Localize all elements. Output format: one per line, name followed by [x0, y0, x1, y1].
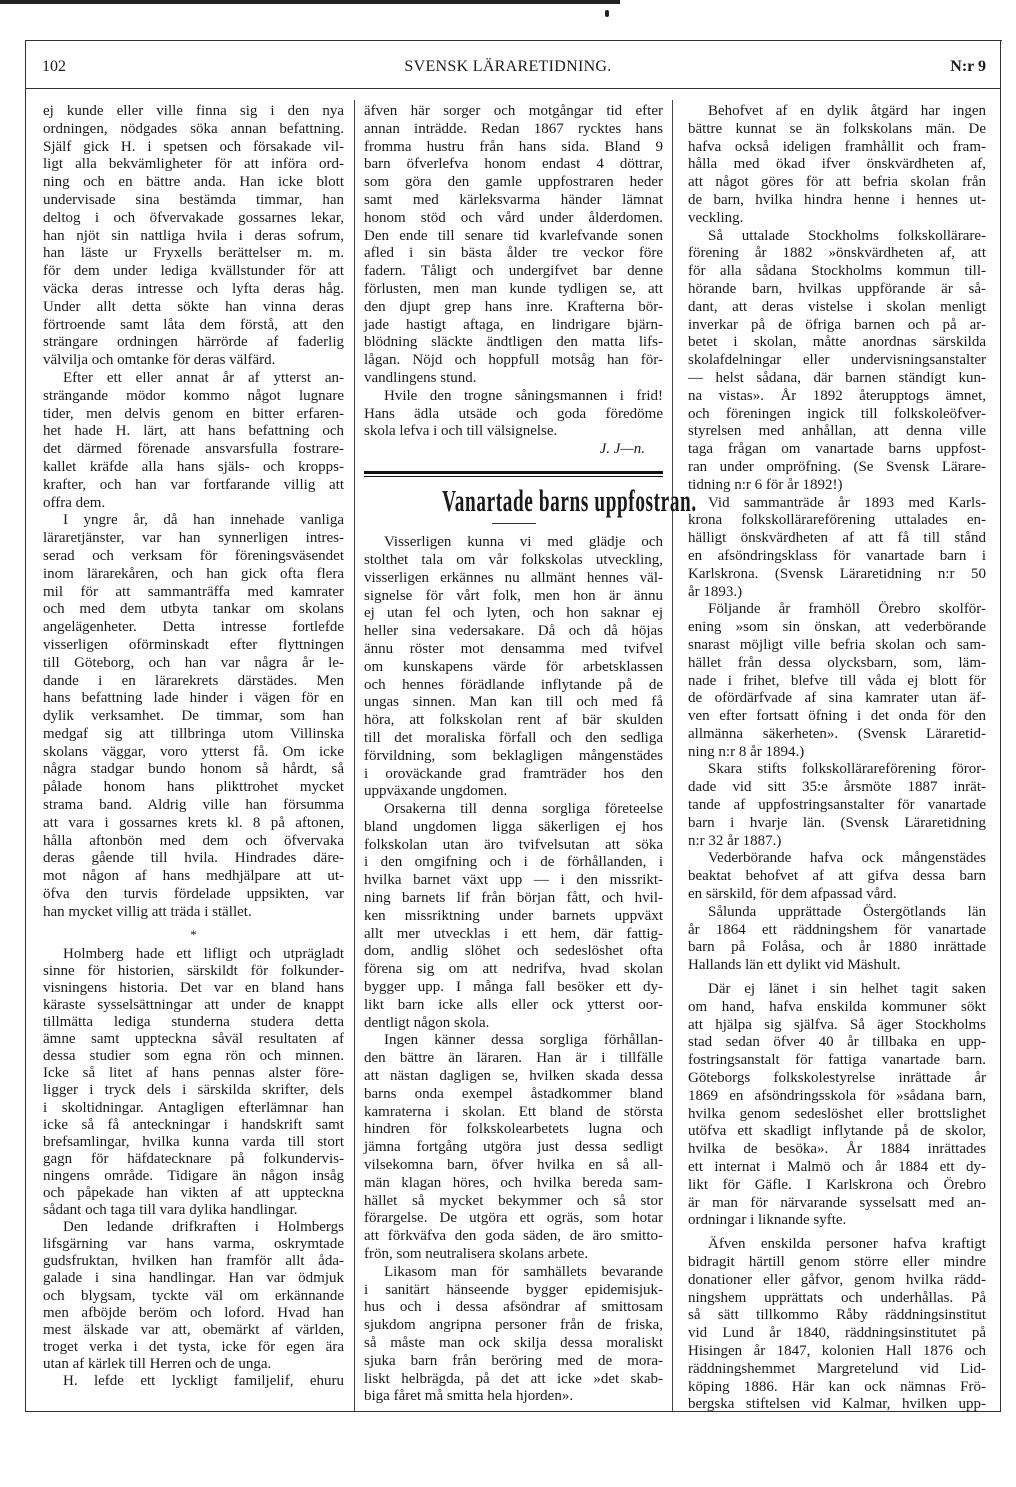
text-line: betet i skolan, måtte anordnas särskilda	[688, 334, 986, 351]
paragraph	[688, 601, 986, 761]
text-line: Hvile den trogne såningsmannen i frid!	[384, 387, 663, 404]
text-line: mot någon af hans medhjälpare att ut-	[43, 868, 344, 885]
text-line: dant, att deras vistelse i skolan menligt	[688, 298, 986, 315]
text-line: offra dem.	[43, 494, 106, 511]
text-line: om kunskapens värde för arbetsklassen	[364, 658, 663, 675]
text-line: vid Lund år 1840, räddningsinstitutet på	[688, 1325, 986, 1342]
text-line: Skara stifts folkskollärareförening föror-	[708, 761, 986, 778]
text-line: ken missriktning under barnets uppväxt	[364, 907, 663, 924]
column-separator	[672, 100, 673, 1411]
text-line: samt med kärleksvarma händer lämnat	[364, 191, 663, 208]
text-line: ningshem upprättats och underhållas. På	[688, 1289, 986, 1306]
text-line: veckling.	[688, 209, 744, 226]
section-asterisk: *	[190, 926, 197, 942]
text-line: strama band. Aldrig ville han försumma	[43, 797, 344, 814]
text-line: icke så få anteckningar i handskrift samt	[43, 1116, 344, 1133]
text-line: den djupt grep hans inre. Krafterna bör-	[364, 298, 663, 315]
text-line: och hennes förädlande inflytande på de	[364, 676, 663, 693]
text-line: stolthet tala om vår folkskolas utveckling,	[364, 551, 663, 568]
text-line: sådant och taga till vara dylika handlingar.	[43, 1202, 298, 1219]
text-line: brefsamlingar, hvilka kunna varda till stort	[43, 1133, 344, 1150]
text-line: förargelse. De utgöra ett ogräs, som hotar	[364, 1210, 663, 1227]
text-line: Visserligen kunna vi med glädje och	[384, 534, 663, 551]
paragraph	[364, 534, 663, 801]
scan-mark	[605, 10, 609, 17]
text-line: I yngre år, då han innehade vanliga	[63, 512, 344, 529]
text-line: sjuka barn från beröring med de mora-	[364, 1352, 663, 1369]
text-line: ännu röster mot densamma med tvifvel	[364, 640, 663, 657]
paragraph	[43, 1373, 344, 1390]
paragraph	[364, 1032, 663, 1263]
column-3	[688, 103, 986, 1414]
paragraph	[688, 1236, 986, 1414]
text-line: hans befattning lade hinder i vägen för en	[43, 690, 344, 707]
article-heading	[364, 477, 697, 521]
text-line: ran under ompröfning. (Se Svensk Lärare-	[688, 458, 986, 475]
paragraph	[364, 388, 663, 441]
text-line: tillmätta lediga stunderna studera detta	[43, 1014, 344, 1031]
text-line: troget verka i det tysta, icke för egen ära	[43, 1338, 344, 1355]
text-line: bergska stiftelsen vid Kalmar, hvilken upp-	[688, 1396, 986, 1413]
text-line: köping 1886. Här kan ock nämnas Frö-	[688, 1378, 986, 1395]
paragraph	[688, 850, 986, 903]
frame-right-rule	[1000, 40, 1001, 1412]
paragraph	[688, 761, 986, 850]
text-line: mil för att sammanträffa med kamrater	[43, 583, 344, 600]
text-line: hörande barn, hvilkas uppförande är så-	[688, 280, 986, 297]
text-line: Göteborgs folkskolestyrelse inrättade år	[688, 1070, 986, 1087]
text-line: dentligt någon skola.	[364, 1014, 490, 1031]
text-line: bland ungdomen ligga säkerligen ej hos	[364, 818, 663, 835]
paragraph	[43, 370, 344, 512]
text-line: ning och en bättre anda. Han icke blott	[43, 174, 344, 191]
header-rule	[25, 88, 1001, 89]
text-line: väcka deras intresse och lyfta deras håg.	[43, 280, 344, 297]
text-line: att något göres för att befria skolan från	[688, 174, 986, 191]
text-line: Karlskrona. (Svensk Läraretidning n:r 50	[688, 565, 986, 582]
text-line: barn i hvarje län. (Svensk Läraretidning	[688, 814, 986, 831]
text-line: utöfva ett skadligt inflytande på de skolor,	[688, 1123, 986, 1140]
text-line: H. lefde ett lyckligt familjelif, ehuru	[63, 1373, 344, 1389]
text-line: äfven här sorger och motgångar tid efter	[364, 103, 663, 119]
text-line: allt mer utvecklas i ett hem, där fattig-	[364, 925, 663, 942]
text-line: läraretjänster, var han synnerligen intres-	[43, 530, 344, 547]
text-line: ämne samt uppteckna såväl resultaten af	[43, 1031, 344, 1048]
text-line: Likasom man för samhällets bevarande	[384, 1263, 663, 1280]
text-line: det därmed förenade ansvarsfulla fostrare-	[43, 441, 344, 458]
text-line: sjukdom angripna personer från de friska,	[364, 1317, 663, 1334]
text-line: lågan. Nöjd och hoppfull motsåg han för-	[364, 352, 663, 369]
text-line: fromma hustru från hans sida. Bland 9	[364, 138, 663, 155]
text-line: 1869 en afsöndringsskola för »sådana barn,	[688, 1087, 986, 1104]
paragraph	[364, 1264, 663, 1406]
text-line: bygger upp. I många fall besöker ett dy-	[364, 979, 663, 996]
text-line: i den omgifning och i de förhållanden, i	[364, 854, 663, 871]
text-line: n:r 32 år 1887.)	[688, 832, 782, 849]
text-line: dylik verksamhet. De timmar, som han	[43, 708, 344, 725]
text-line: Den ledande drifkraften i Holmbergs	[63, 1219, 344, 1236]
frame-left-rule	[25, 40, 26, 1412]
text-line: gagn för häfdatecknare på folkundervis-	[43, 1150, 344, 1167]
text-line: ningens område. Tidigare än någon insåg	[43, 1167, 344, 1184]
text-line: hvilka de besöka». År 1884 inrättades	[688, 1141, 986, 1158]
issue-number: N:r 9	[950, 58, 986, 75]
text-line: och med dem utbyta tankar om skolans	[43, 601, 344, 618]
text-line: tande af uppfostringsanstalter för vanartade	[688, 797, 986, 814]
text-line: frön, som neutralisera skolans arbete.	[364, 1246, 589, 1263]
text-line: ej utan fel och lyten, och hon saknar ej	[364, 605, 663, 622]
paragraph	[364, 103, 663, 388]
text-line: hället så mycket bekymmer och så stor	[364, 1192, 663, 1209]
text-line: käraste sysselsättningar att under de knappt	[43, 996, 344, 1013]
text-line: Holmberg hade ett lifligt och utprägladt	[63, 945, 344, 962]
text-line: skolans väggar, voro ytterst få. Om icke	[43, 743, 344, 760]
text-line: till det moraliska förfall och den sedliga	[364, 729, 663, 746]
text-line: kallet kräfde alla hans själs- och kropps-	[43, 458, 344, 475]
text-line: barns onda exempel åstadkommer bland	[364, 1085, 663, 1102]
text-line: Hisingen år 1847, kolonien Hall 1876 och	[688, 1342, 986, 1359]
text-line: och blygsam, tyckte väl om erkännande	[43, 1287, 344, 1304]
text-line: visserligen erkännes nu allmänt hennes väl-	[364, 569, 663, 586]
text-line: Vederbörande hafva ock mångenstädes	[708, 850, 986, 867]
text-line: bidragit härtill genom större eller mindre	[688, 1254, 986, 1270]
text-line: het hade H. lärt, att hans befattning och	[43, 423, 344, 440]
text-line: heller sina vedersakare. Då och då höjas	[364, 623, 663, 640]
text-line: lifsgärning var hans varma, oskrymtade	[43, 1236, 344, 1253]
paragraph	[43, 1219, 344, 1373]
text-line: hvilka barnet växt upp — i den missrikt-	[364, 872, 663, 889]
text-line: Vid sammanträde år 1893 med Karls-	[708, 494, 986, 511]
text-line: styrelsen med anhållan, att denna ville	[688, 423, 986, 440]
text-line: de barn, hvilka hindra henne i hennes ut-	[688, 191, 986, 208]
text-line: och påpekade han vikten af att uppteckna	[43, 1184, 344, 1201]
article-heading-text: Vanartade barns uppfostran.	[442, 483, 697, 519]
text-line: förtroende samt låta dem förstå, att den	[43, 316, 344, 333]
paragraph	[43, 946, 344, 1220]
text-line: liskt helbrägda, på det att icke »det skab-	[364, 1370, 663, 1387]
text-line: att nästan dagligen se, hvilken skada dessa	[364, 1068, 663, 1085]
text-line: dessa studier som egna rön och minnen.	[43, 1048, 344, 1065]
text-line: ning n:r 8 år 1894.)	[688, 743, 805, 760]
text-line: ett internat i Malmö och år 1884 ett dy-	[688, 1159, 986, 1176]
top-edge-bar	[0, 0, 620, 4]
text-line: bättre kunnat se än folkskolans män. De	[688, 120, 986, 137]
text-line: barn på Folåsa, och år 1880 inrättade	[688, 939, 986, 956]
text-line: undervisade sina bestämda timmar, han	[43, 191, 344, 208]
text-line: så sätt tillkommo Råby räddningsinstitut	[688, 1307, 986, 1324]
text-line: år 1893.)	[688, 583, 743, 600]
text-line: för dem under lediga kvällstunder för att	[43, 263, 344, 280]
text-line: ordningar i liknande syfte.	[688, 1212, 847, 1229]
text-line: likt för Gäfle. I Karlskrona och Örebro	[688, 1176, 986, 1193]
text-line: fadern. Tåligt och undergifvet bar denne	[364, 263, 663, 280]
text-line: serad och verksam för föreningsväsendet	[43, 547, 344, 564]
text-line: han njöt sin nattliga hvila i deras sofrum,	[43, 227, 344, 244]
text-line: medgaf sig att tillbringa utom Villinska	[43, 725, 344, 742]
text-line: Icke så litet af hans pennas alster före-	[43, 1065, 344, 1082]
text-line: tider, men delvis genom en bitter erfaren-	[43, 405, 344, 422]
text-line: ligt alla bekvämligheter för att införa ord-	[43, 156, 344, 173]
text-line: förena sig om att nedrifva, hvad skolan	[364, 961, 663, 978]
text-line: för alla sådana Stockholms kommun till-	[688, 263, 986, 280]
text-line: förening år 1882 »önskvärdheten af, att	[688, 245, 986, 262]
text-line: mest älskade var att, obemärkt af världen,	[43, 1321, 344, 1338]
paragraph	[688, 103, 986, 228]
text-line: ening »som sin önskan, att vederbörande	[688, 619, 986, 636]
text-line: ligger i tryck dels i särskilda skrifter, dels	[43, 1082, 344, 1099]
text-line: till Göteborg, och han var några år le-	[43, 654, 344, 671]
text-line: blödning släckte ändtligen den matta lifs-	[364, 334, 663, 351]
text-line: — helst sådana, där barnen ständigt kun-	[688, 369, 986, 386]
text-line: Själf gick H. i spetsen och försakade vil-	[43, 138, 344, 155]
text-line: hafva också ideligen framhållit och fram-	[688, 138, 986, 155]
text-line: uppväxande ungdomen.	[364, 783, 508, 800]
text-line: hället från dessa olycksbarn, som, läm-	[688, 654, 986, 671]
text-line: stad sedan öfver 40 år tillbaka en upp-	[688, 1034, 986, 1051]
text-line: dom, andlig slöhet och sedeslöshet ofta	[364, 943, 663, 960]
paragraph	[688, 495, 986, 602]
text-line: skolafdelningar eller undervisningsanstalter	[688, 352, 986, 369]
text-line: år 1864 ett räddningshem för vanartade	[688, 921, 986, 938]
text-line: jämna fortgång utgöra just dessa sedligt	[364, 1139, 663, 1156]
text-line: visserligen oförminskadt efter flyttningen	[43, 636, 344, 653]
text-line: Under allt detta sökte han vinna deras	[43, 298, 344, 315]
text-line: Hans ädla utsäde och goda föredöme	[364, 405, 663, 422]
text-line: de ofördärfvade af sina kamrater utan äf-	[688, 690, 986, 707]
text-line: Följande år framhöll Örebro skolför-	[708, 601, 986, 618]
text-line: krona folkskollärareförening uttalades en-	[688, 512, 986, 529]
text-line: Efter ett eller annat år af ytterst an-	[63, 369, 344, 386]
text-line: men afböjde beröm och loford. Hvad han	[43, 1304, 344, 1321]
column-separator	[354, 100, 355, 1411]
text-line: förvildning, som beklagligen mångenstädes	[364, 747, 663, 764]
author-signature: J. J—n.	[599, 441, 645, 458]
text-line: barn öfverlefva honom endast 4 döttrar,	[364, 156, 663, 173]
paragraph	[688, 981, 986, 1230]
text-line: signelse för vårt folk, men hon är ännu	[364, 587, 663, 604]
text-line: deltog i och öfvervakade gossarnes lekar,	[43, 209, 344, 226]
text-line: hålla med ökad ifver önskvärdheten af,	[688, 156, 986, 173]
text-line: likt barn icke alls eller ock ytterst oor-	[364, 996, 663, 1013]
text-line: na vistas». År 1892 återupptogs ämnet,	[688, 387, 986, 404]
text-line: Äfven enskilda personer hafva kraftigt	[708, 1236, 986, 1253]
text-line: hvilka genom sedeslöshet eller brottslighet	[688, 1105, 986, 1122]
text-line: som göra den gamle uppfostraren heder	[364, 174, 663, 191]
text-line: deras gående till hvila. Hindrades däre-	[43, 850, 344, 867]
text-line: förlusten, men man kunde tydligen se, att	[364, 280, 663, 297]
text-line: hindren för folkskolearbetets lugna och	[364, 1121, 663, 1138]
text-line: ning barnets lif från början fått, och hvil-	[364, 890, 663, 907]
text-line: inverkar på de öfriga barnen och på ar-	[688, 316, 986, 333]
text-line: ungas sinnen. Man kan till och med få	[364, 694, 663, 711]
text-line: taga frågan om vanartade barns uppfost-	[688, 441, 986, 458]
text-line: Behofvet af en dylik åtgärd har ingen	[708, 103, 986, 119]
text-line: dade vid sitt 35:e årsmöte 1887 inrät-	[688, 779, 986, 796]
text-line: välvilja och omtanke för deras välfärd.	[43, 352, 276, 369]
text-line: donationer eller gåfvor, genom hvilka rädd-	[688, 1271, 986, 1288]
text-line: krafter, och han var fortfarande villig att	[43, 476, 344, 493]
text-line: pålade honom hans plikttrohet mycket	[43, 779, 344, 796]
text-line: beaktat behofvet af att gifva dessa barn	[688, 868, 986, 885]
text-line: galade i sina handlingar. Han var ödmjuk	[43, 1270, 344, 1287]
text-line: att vara i gossarnes krets kl. 8 på aftonen,	[43, 814, 344, 831]
text-line: strängande mödor kommo något lugnare	[43, 387, 344, 404]
text-line: i oroväckande grad framträder hos den	[364, 765, 663, 782]
text-line: Den ende till senare tid kvarlefvande sonen	[364, 227, 663, 244]
publication-title: SVENSK LÄRARETIDNING.	[404, 58, 612, 75]
text-line: Så uttalade Stockholms folkskollärare-	[708, 227, 986, 244]
text-line: visningens historia. Det var en bland hans	[43, 979, 344, 996]
text-line: snarast möjligt ville befria skolan och sam-	[688, 636, 986, 653]
text-line: Där ej länet i sin helhet tagit saken	[708, 981, 986, 998]
text-line: i sanitärt hänseende bygger epidemisjuk-	[364, 1281, 663, 1298]
text-line: ej kunde eller ville finna sig i den nya	[43, 103, 344, 119]
text-line: Sålunda upprättade Östergötlands län	[708, 903, 986, 920]
text-line: tidning n:r 6 för år 1892!)	[688, 476, 843, 493]
text-line: så måste man ock skilja dessa moraliskt	[364, 1335, 663, 1351]
frame-top-rule	[25, 40, 1002, 41]
text-line: strängare ordningen härrörde af faderlig	[43, 334, 344, 351]
text-line: Orsakerna till denna sorgliga företeelse	[384, 801, 663, 818]
text-line: inom lärarekåren, och han gick ofta flera	[43, 565, 344, 582]
text-line: nade i frihet, blefve till våda ej blott för	[688, 672, 986, 689]
text-line: folkskolan utan äro tvifvelsutan att söka	[364, 836, 663, 853]
page-number: 102	[42, 58, 66, 75]
text-line: en särskild, för dem afpassad vård.	[688, 886, 897, 903]
text-line: jade hastigt aftaga, en lindrigare bjärn-	[364, 316, 663, 333]
text-line: Hallands län ett dylikt vid Mäshult.	[688, 957, 901, 974]
text-line: i skoltidningar. Antagligen efterlämnar han	[43, 1099, 344, 1116]
text-line: att förkväfva den goda säden, de äro smitto-	[364, 1228, 663, 1245]
text-line: dande i en lärarekrets därstädes. Men	[43, 672, 344, 689]
text-line: allmänna säkerheten». (Svensk Läraretid-	[688, 725, 986, 742]
text-line: räddningshemmet Margretelund vid Lid-	[688, 1360, 986, 1377]
text-line: biga fåret må smitta hela hjorden».	[364, 1388, 574, 1405]
text-line: fostringsanstalt för fattiga vanartade barn.	[688, 1052, 986, 1069]
text-line: höra, att folkskolan rent af bär skulden	[364, 712, 663, 729]
text-line: gudsfruktan, hvilken han framför allt åda-	[43, 1253, 344, 1270]
paragraph	[43, 103, 344, 370]
text-line: vilsekomna barn, öfver hvilka en så all-	[364, 1157, 663, 1174]
text-line: vandlingens stund.	[364, 369, 477, 386]
paragraph	[364, 801, 663, 1032]
text-line: annan inträdde. Redan 1867 rycktes hans	[364, 120, 663, 137]
paragraph	[43, 512, 344, 921]
text-line: honom stöd och vård under ålderdomen.	[364, 209, 663, 226]
text-line: och föreningen ingick till folkskoleöfver-	[688, 405, 986, 422]
text-line: afled i sin bästa ålder tre veckor före	[364, 245, 663, 262]
text-line: män klagan höres, och hvilka bereda sam-	[364, 1174, 663, 1191]
text-line: hälligt önskvärdheten af att få till stånd	[688, 530, 986, 547]
column-2	[364, 103, 697, 1406]
paragraph	[688, 228, 986, 495]
text-line: han läste ur Fryxells berättelser m. m.	[43, 245, 344, 262]
column-1	[43, 103, 344, 1390]
text-line: den bättre än läraren. Han är i tillfälle	[364, 1050, 663, 1067]
text-line: några stadgar bundo honom så hårdt, så	[43, 761, 344, 778]
text-line: är man för närvarande sysselsatt med an-	[688, 1194, 986, 1211]
text-line: hus och i dessa afsöndrar af smittosam	[364, 1299, 663, 1316]
paragraph	[688, 904, 986, 975]
text-line: öfva den turvis fördelade uppsikten, var	[43, 886, 344, 903]
text-line: kamraterna i skolan. Ett bland de största	[364, 1103, 663, 1120]
text-line: han mycket villig att träda i stället.	[43, 903, 252, 920]
text-line: angelägenheter. Detta intresse fortlefde	[43, 619, 344, 636]
text-line: ordningen, nödgades söka annan befattning.	[43, 120, 344, 137]
text-line: ven efter fortsatt öfning i det onda för den	[688, 708, 986, 725]
text-line: skola lefva i och till välsignelse.	[364, 423, 558, 440]
text-line: Ingen känner dessa sorgliga förhållan-	[384, 1032, 663, 1049]
text-line: en afsöndringsklass för vanartade barn i	[688, 547, 986, 564]
text-line: om hand, hafva enskilda kommuner sökt	[688, 998, 986, 1015]
text-line: att hjälpa sig själfva. Så äger Stockholms	[688, 1016, 986, 1033]
text-line: hålla aftonbön med dem och öfvervaka	[43, 832, 344, 849]
text-line: sinne för historien, särskildt för folkunder-	[43, 962, 344, 979]
text-line: utan af kärlek till Herren och de unga.	[43, 1355, 272, 1372]
